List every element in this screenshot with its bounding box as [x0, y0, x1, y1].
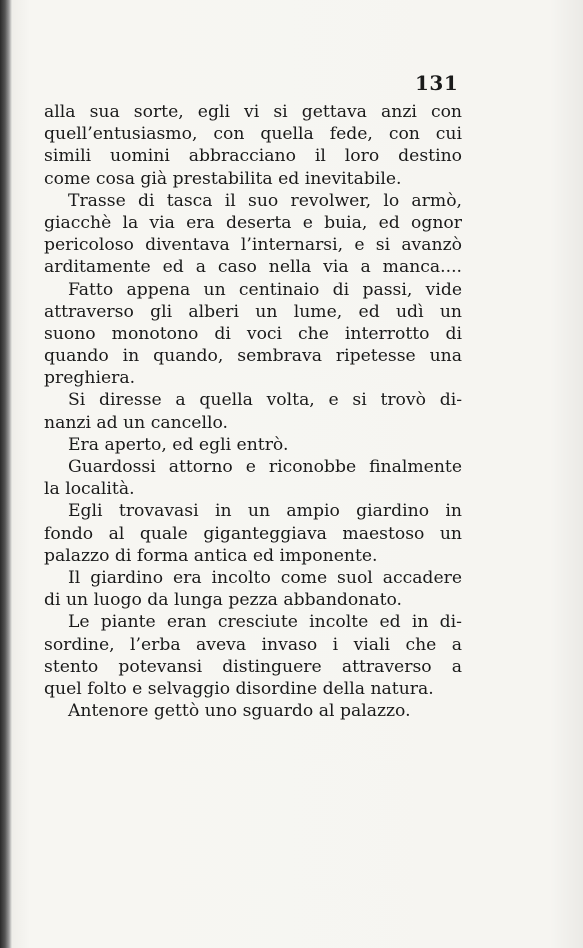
text-line: arditamente ed a caso nella via a manca....	[44, 257, 462, 278]
text-line: come cosa già prestabilita ed inevitabile.	[44, 168, 402, 189]
page-number: 131	[415, 71, 459, 95]
text-line: Trasse di tasca il suo revolwer, lo armò,	[68, 190, 462, 211]
text-line: fondo al quale giganteggiava maestoso un	[44, 523, 462, 544]
text-line: Le piante eran cresciute incolte ed in di-	[68, 612, 462, 633]
book-spine-shadow	[0, 0, 12, 948]
text-line: suono monotono di voci che interrotto di	[44, 323, 462, 344]
text-line: Antenore gettò uno sguardo al palazzo.	[68, 701, 411, 722]
text-line: preghiera.	[44, 368, 136, 389]
text-line: stento potevansi distinguere attraverso a	[44, 656, 462, 677]
body-text	[44, 101, 462, 722]
text-line: Guardossi attorno e riconobbe finalmente	[68, 457, 462, 477]
text-line: Egli trovavasi in un ampio giardino in	[68, 501, 462, 522]
text-line: quel folto e selvaggio disordine della natura.	[44, 678, 434, 699]
text-line: Si diresse a quella volta, e si trovò di-	[68, 390, 462, 411]
text-line: Era aperto, ed egli entrò.	[68, 434, 289, 455]
text-line: quando in quando, sembrava ripetesse una	[44, 346, 462, 367]
text-line: la località.	[44, 479, 135, 500]
text-line: palazzo di forma antica ed imponente.	[44, 545, 378, 566]
text-line: sordine, l’erba aveva invaso i viali che a	[44, 634, 462, 655]
text-line: quell’entusiasmo, con quella fede, con cui	[44, 124, 462, 145]
text-line: Il giardino era incolto come suol accadere	[68, 567, 462, 588]
text-line: alla sua sorte, egli vi si gettava anzi con	[44, 102, 462, 122]
text-line: di un luogo da lunga pezza abbandonato.	[44, 590, 402, 611]
text-line: nanzi ad un cancello.	[44, 412, 228, 433]
text-line: giacchè la via era deserta e buia, ed ognor	[44, 212, 462, 233]
text-line: Fatto appena un centinaio di passi, vide	[68, 279, 462, 300]
text-line: pericoloso diventava l’internarsi, e si avanzò	[44, 235, 462, 256]
text-line: attraverso gli alberi un lume, ed udì un	[44, 301, 462, 322]
text-line: simili uomini abbracciano il loro destino	[44, 146, 462, 167]
